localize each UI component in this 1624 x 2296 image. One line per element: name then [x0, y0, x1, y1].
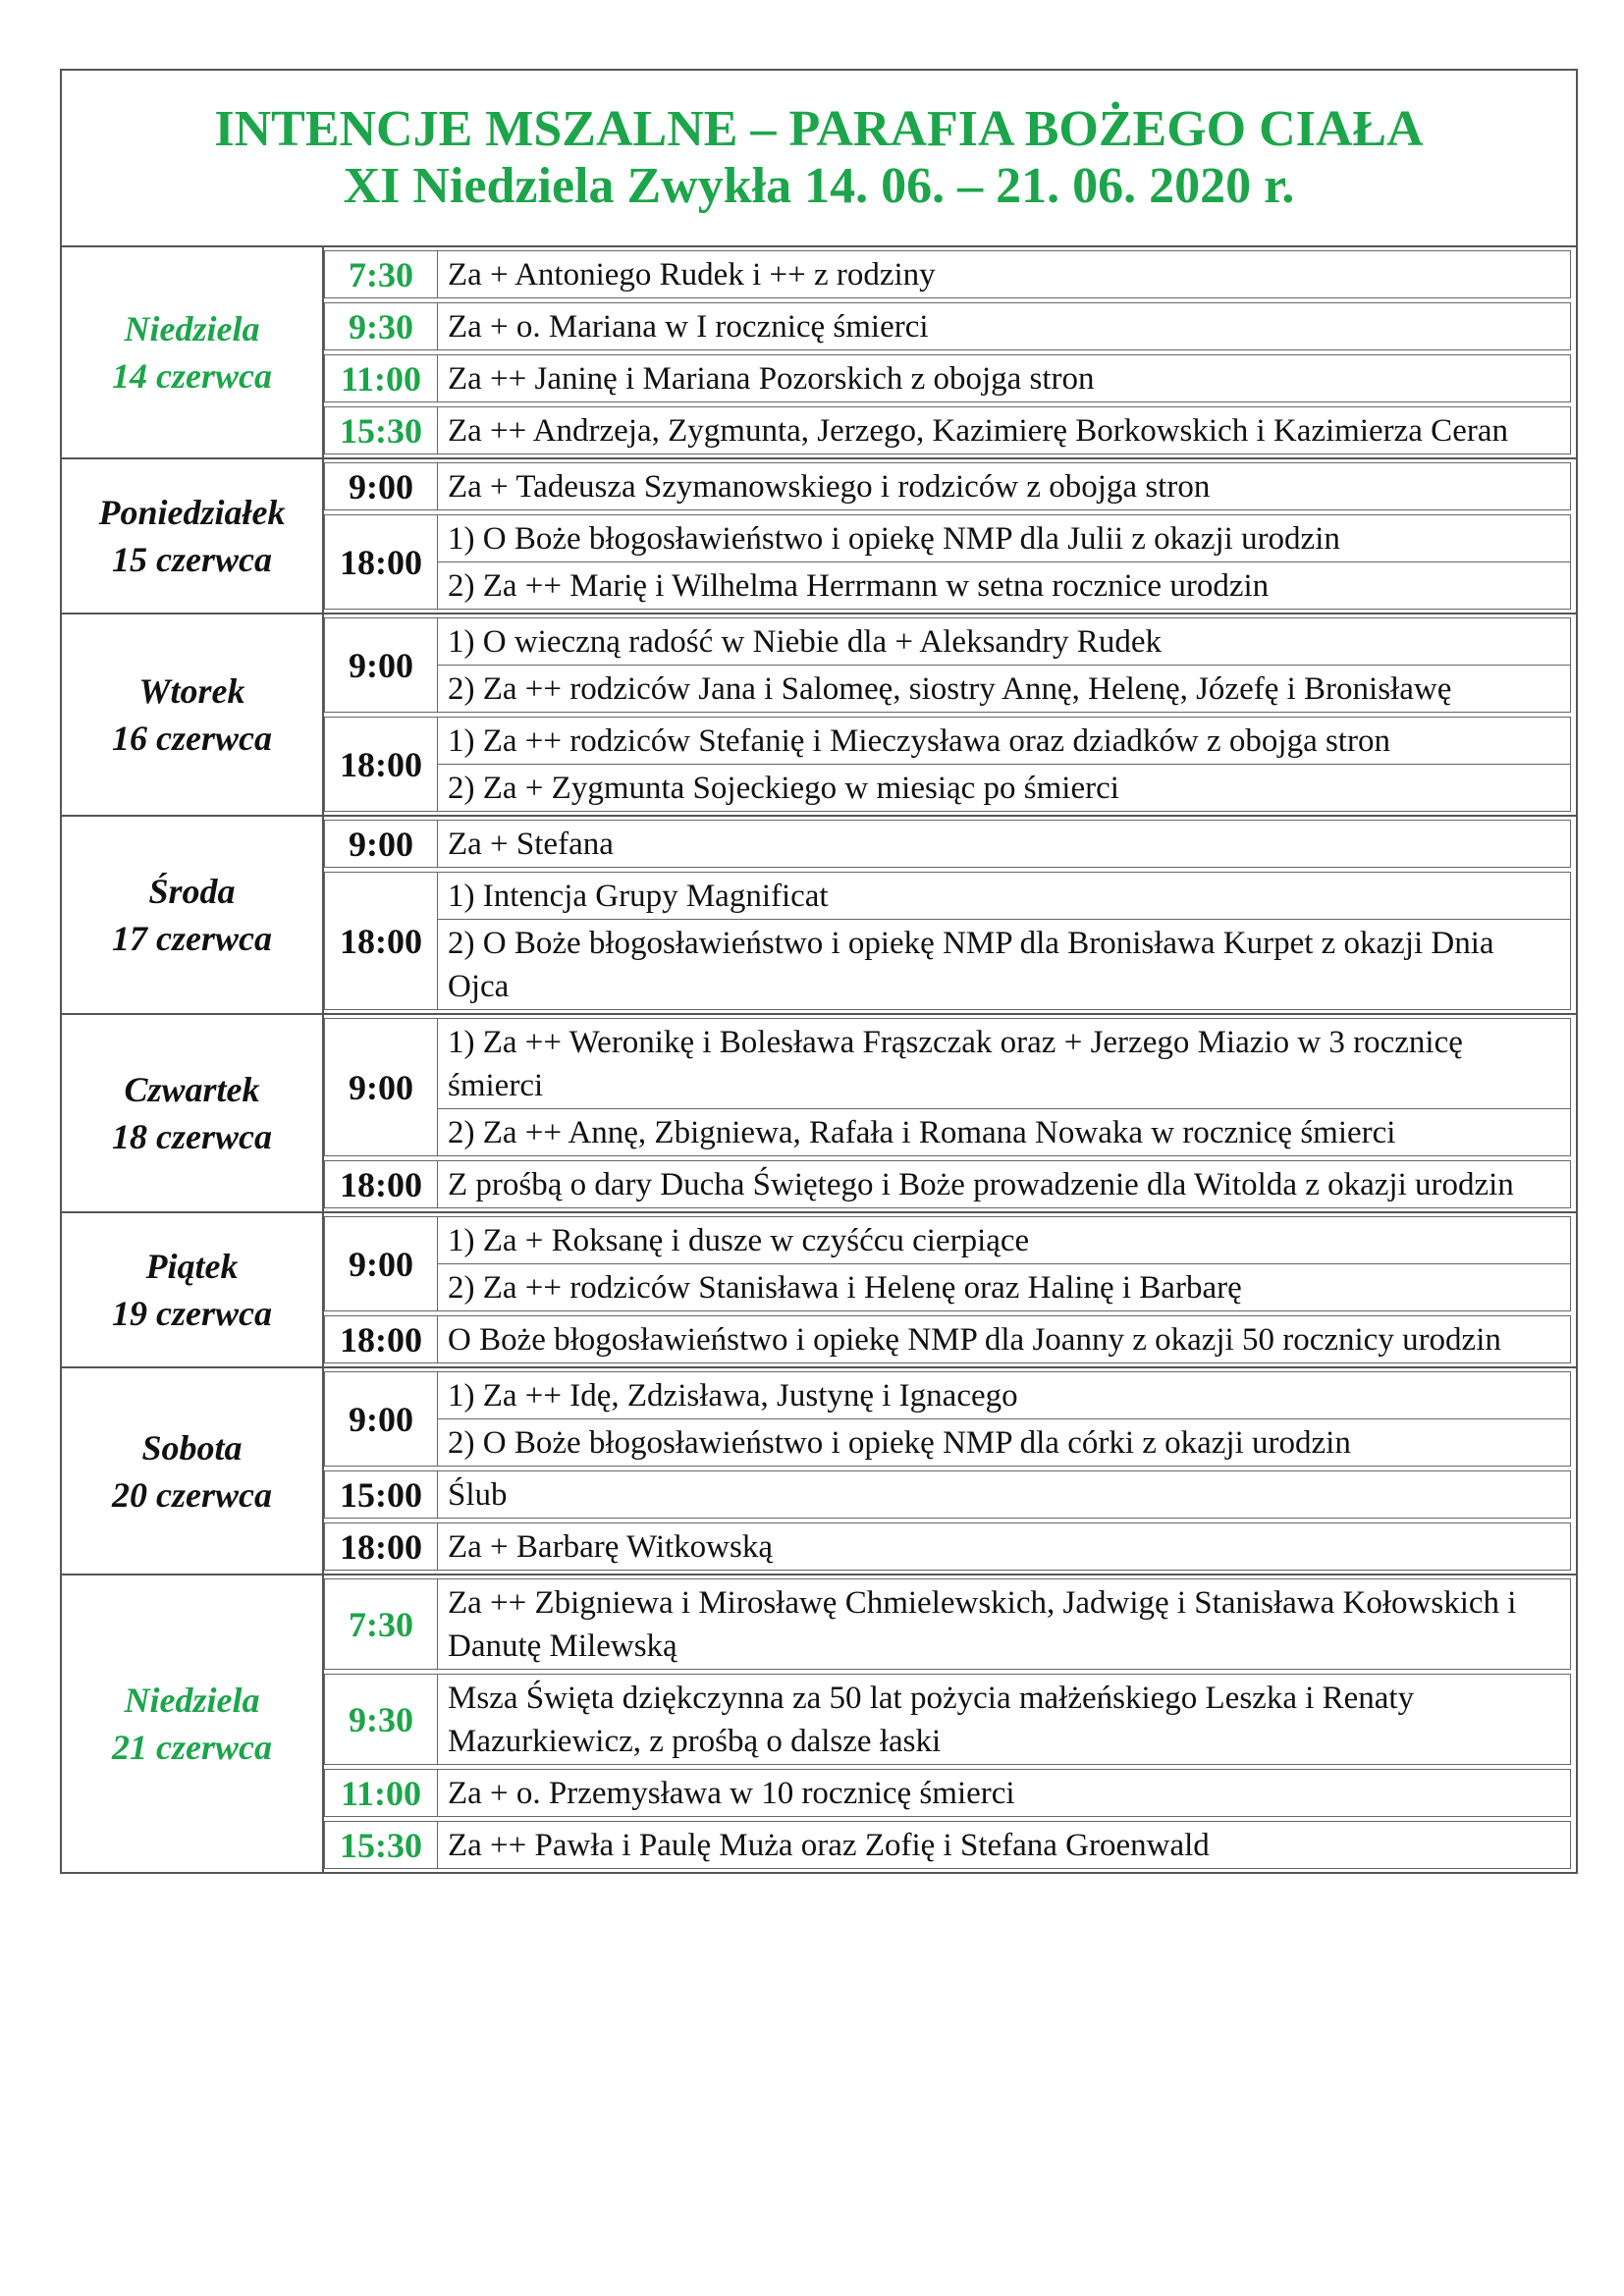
intention-row [324, 1160, 1571, 1208]
slots-table [324, 462, 1571, 610]
mass-time: 18:00 [324, 514, 438, 610]
intention-text: 2) Za ++ rodziców Stanisława i Helenę oraz Halinę i Barbarę [438, 1264, 1571, 1311]
intention-row [324, 562, 1571, 610]
schedule-sheet [60, 69, 1574, 1874]
intention-text: 1) Za ++ rodziców Stefanię i Mieczysława oraz dziadków z obojga stron [438, 717, 1571, 765]
day-slots [324, 1575, 1576, 1872]
intention-text: Za + Tadeusza Szymanowskiego i rodziców z obojga stron [438, 462, 1571, 510]
day-slots [324, 614, 1576, 817]
mass-time: 9:00 [324, 462, 438, 510]
day-date: 15 czerwca [112, 540, 272, 579]
day-name: Niedziela [124, 309, 260, 348]
intention-text: 1) Za ++ Idę, Zdzisława, Justynę i Ignacego [438, 1371, 1571, 1419]
mass-time: 11:00 [324, 1769, 438, 1817]
intention-text: 1) O Boże błogosławieństwo i opiekę NMP dla Julii z okazji urodzin [438, 514, 1571, 562]
mass-time: 7:30 [324, 1578, 438, 1670]
day-cell [62, 817, 324, 1015]
day-cell [62, 1368, 324, 1575]
intention-text: Z prośbą o dary Ducha Świętego i Boże prowadzenie dla Witolda z okazji urodzin [438, 1160, 1571, 1208]
mass-time: 18:00 [324, 1522, 438, 1571]
title-row [62, 71, 1576, 247]
intention-row [324, 1419, 1571, 1467]
intention-row [324, 1109, 1571, 1156]
mass-time: 9:30 [324, 1674, 438, 1765]
mass-time: 9:00 [324, 1371, 438, 1467]
day-date: 19 czerwca [112, 1294, 272, 1333]
day-slots [324, 247, 1576, 459]
day-name: Czwartek [124, 1070, 260, 1109]
intention-row [324, 406, 1571, 454]
slots-table [324, 250, 1571, 454]
slots-table [324, 617, 1571, 812]
mass-time: 9:00 [324, 1018, 438, 1156]
intention-text: Ślub [438, 1470, 1571, 1519]
intention-row [324, 1821, 1571, 1869]
intention-text: Za ++ Zbigniewa i Mirosławę Chmielewskich, Jadwigę i Stanisława Kołowskich i Danutę Milewską [438, 1578, 1571, 1670]
slots-table [324, 820, 1571, 1010]
day-cell [62, 1213, 324, 1368]
mass-time: 18:00 [324, 1160, 438, 1208]
intention-row [324, 302, 1571, 350]
day-row [62, 817, 1576, 1015]
day-row [62, 1368, 1576, 1575]
intention-row [324, 1578, 1571, 1670]
intention-row [324, 1216, 1571, 1264]
intention-row [324, 250, 1571, 298]
day-cell [62, 247, 324, 459]
mass-time: 9:00 [324, 617, 438, 713]
mass-time: 18:00 [324, 1315, 438, 1363]
day-row [62, 1015, 1576, 1213]
day-name: Niedziela [124, 1681, 260, 1720]
intention-text: Za ++ Janinę i Mariana Pozorskich z obojga stron [438, 354, 1571, 402]
day-cell [62, 1015, 324, 1213]
title-cell [62, 71, 1576, 247]
intention-text: 1) O wieczną radość w Niebie dla + Aleksandry Rudek [438, 617, 1571, 666]
intention-row [324, 1674, 1571, 1765]
intention-text: Za + o. Przemysława w 10 rocznicę śmierci [438, 1769, 1571, 1817]
intention-text: Msza Święta dziękczynna za 50 lat pożycia małżeńskiego Leszka i Renaty Mazurkiewicz, z prośbą o dalsze łaski [438, 1674, 1571, 1765]
day-slots [324, 1368, 1576, 1575]
intention-row [324, 1522, 1571, 1571]
day-name: Poniedziałek [98, 493, 286, 532]
day-date: 16 czerwca [112, 719, 272, 758]
slots-table [324, 1371, 1571, 1571]
intention-text: Za + Antoniego Rudek i ++ z rodziny [438, 250, 1571, 298]
intention-row [324, 1315, 1571, 1363]
intention-row [324, 1264, 1571, 1311]
day-name: Wtorek [138, 671, 245, 711]
day-row [62, 247, 1576, 459]
mass-intentions-table [60, 69, 1578, 1874]
intention-row [324, 872, 1571, 920]
intention-row [324, 1769, 1571, 1817]
day-name: Sobota [141, 1427, 243, 1468]
intention-text: Za + Barbarę Witkowską [438, 1522, 1571, 1571]
slots-table [324, 1578, 1571, 1869]
intention-row [324, 1371, 1571, 1419]
intention-row [324, 920, 1571, 1010]
intention-row [324, 765, 1571, 812]
intention-text: 1) Intencja Grupy Magnificat [438, 872, 1571, 920]
mass-time: 11:00 [324, 354, 438, 402]
day-row [62, 459, 1576, 614]
intention-row [324, 617, 1571, 666]
mass-time: 18:00 [324, 872, 438, 1010]
mass-time: 15:00 [324, 1470, 438, 1519]
day-row [62, 1213, 1576, 1368]
mass-time: 9:00 [324, 820, 438, 868]
intention-row [324, 666, 1571, 713]
mass-time: 7:30 [324, 250, 438, 298]
day-slots [324, 459, 1576, 614]
day-cell [62, 1575, 324, 1872]
day-cell [62, 459, 324, 614]
intention-text: Za ++ Pawła i Paulę Muża oraz Zofię i Stefana Groenwald [438, 1821, 1571, 1869]
intention-text: 2) O Boże błogosławieństwo i opiekę NMP dla córki z okazji urodzin [438, 1419, 1571, 1467]
slots-table [324, 1216, 1571, 1363]
mass-time: 9:30 [324, 302, 438, 350]
intention-text: O Boże błogosławieństwo i opiekę NMP dla Joanny z okazji 50 rocznicy urodzin [438, 1315, 1571, 1363]
intention-text: Za ++ Andrzeja, Zygmunta, Jerzego, Kazimierę Borkowskich i Kazimierza Ceran [438, 406, 1571, 454]
intention-row [324, 514, 1571, 562]
day-date: 18 czerwca [112, 1117, 272, 1156]
intention-row [324, 462, 1571, 510]
day-slots [324, 1015, 1576, 1213]
day-slots [324, 1213, 1576, 1368]
day-name: Piątek [145, 1247, 239, 1286]
day-cell [62, 614, 324, 817]
day-date: 14 czerwca [112, 356, 272, 396]
intention-text: 2) O Boże błogosławieństwo i opiekę NMP dla Bronisława Kurpet z okazji Dnia Ojca [438, 920, 1571, 1010]
slots-table [324, 1018, 1571, 1208]
day-date: 21 czerwca [112, 1728, 272, 1767]
intention-text: Za + o. Mariana w I rocznicę śmierci [438, 302, 1571, 350]
day-date: 20 czerwca [112, 1474, 272, 1515]
intention-text: 2) Za ++ Annę, Zbigniewa, Rafała i Romana Nowaka w rocznicę śmierci [438, 1109, 1571, 1156]
day-row [62, 1575, 1576, 1872]
mass-time: 9:00 [324, 1216, 438, 1311]
intention-text: 2) Za ++ rodziców Jana i Salomeę, siostry Annę, Helenę, Józefę i Bronisławę [438, 666, 1571, 713]
intention-text: Za + Stefana [438, 820, 1571, 868]
intention-text: 2) Za ++ Marię i Wilhelma Herrmann w setna rocznice urodzin [438, 562, 1571, 610]
intention-row [324, 1018, 1571, 1109]
day-slots [324, 817, 1576, 1015]
mass-time: 18:00 [324, 717, 438, 812]
mass-time: 15:30 [324, 406, 438, 454]
intention-row [324, 820, 1571, 868]
day-date: 17 czerwca [112, 919, 272, 958]
intention-text: 1) Za ++ Weronikę i Bolesława Frąszczak oraz + Jerzego Miazio w 3 rocznicę śmierci [438, 1018, 1571, 1109]
mass-time: 15:30 [324, 1821, 438, 1869]
intention-text: 1) Za + Roksanę i dusze w czyśćcu cierpiące [438, 1216, 1571, 1264]
page-title: INTENCJE MSZALNE – PARAFIA BOŻEGO CIAŁA [214, 100, 1424, 157]
intention-text: 2) Za + Zygmunta Sojeckiego w miesiąc po śmierci [438, 765, 1571, 812]
intention-row [324, 354, 1571, 402]
day-name: Środa [148, 872, 236, 911]
day-row [62, 614, 1576, 817]
page-subtitle: XI Niedziela Zwykła 14. 06. – 21. 06. 2020 r. [343, 158, 1295, 214]
intention-row [324, 717, 1571, 765]
intention-row [324, 1470, 1571, 1519]
